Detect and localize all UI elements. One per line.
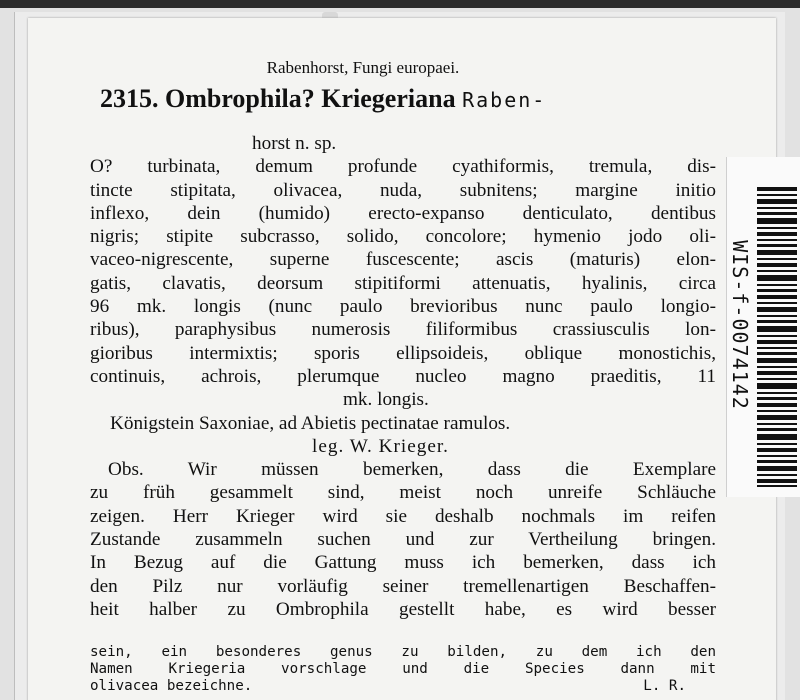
specimen-label [28,18,776,700]
observation-line: In Bezug auf die Gattung muss ich bemerken, dass ich [90,552,716,574]
description-line: nigris; stipite subcrasso, solido, concolore; hymenio jodo oli- [90,226,716,248]
species-title [100,84,720,114]
description-line: O? turbinata, demum profunde cyathiformis, tremula, dis- [90,156,716,178]
barcode-icon [757,187,797,487]
label-body [90,132,716,621]
observation-line: zeigen. Herr Krieger wird sie deshalb nochmals im reifen [90,505,716,527]
author-part2: horst n. sp. [252,133,337,154]
observation-line: heit halber zu Ombrophila gestellt habe, es wird besser [90,598,716,620]
description-line: ribus), paraphysibus numerosis filiformibus crassiusculis lon- [90,319,716,341]
footnote-text: olivacea bezeichne. [90,678,253,694]
exsiccata-number: 2315. [100,84,159,113]
footnote-line: Namen Kriegeria vorschlage und die Species dann mit [90,661,716,677]
label-header: Rabenhorst, Fungi europaei. [266,58,460,77]
barcode-tag [726,157,800,497]
description-line: inflexo, dein (humido) erecto-expanso denticulato, dentibus [90,202,716,224]
barcode-label: WIS-f-0074142 [728,240,752,410]
description-line: gioribus intermixtis; sporis ellipsoideis, oblique monostichis, [90,342,716,364]
signature-initials: L. R. [643,678,686,694]
description-line: continuis, achrois, plerumque nucleo magno praeditis, 11 [90,365,716,387]
footnote-last-line [90,678,716,695]
species-name: Ombrophila? Kriegeriana [165,84,456,113]
observation-line: Zustande zusammeln suchen und zur Vertheilung bringen. [90,529,716,551]
description-line: gatis, clavatis, deorsum stipitiformi attenuatis, hyalinis, circa [90,272,716,294]
observation-line: den Pilz nur vorläufig seiner tremellenartigen Beschaffen- [90,575,716,597]
author-part1: Raben- [462,88,547,112]
description-line: mk. longis. [343,389,429,411]
description-line: 96 mk. longis (nunc paulo brevioribus nunc paulo longio- [90,296,716,318]
description-line: vaceo-nigrescente, superne fuscescente; ascis (maturis) elon- [90,249,716,271]
observation-line: zu früh gesammelt sind, meist noch unreife Schläuche [90,482,716,504]
label-footnote [90,644,716,695]
description-line: tincte stipitata, olivacea, nuda, subnitens; margine initio [90,179,716,201]
collector: leg. W. Krieger. [312,435,449,457]
observation-line: Obs. Wir müssen bemerken, dass die Exemplare [108,459,716,481]
footnote-line: sein, ein besonderes genus zu bilden, zu dem ich den [90,644,716,660]
locality: Königstein Saxoniae, ad Abietis pectinatae ramulos. [110,412,511,434]
